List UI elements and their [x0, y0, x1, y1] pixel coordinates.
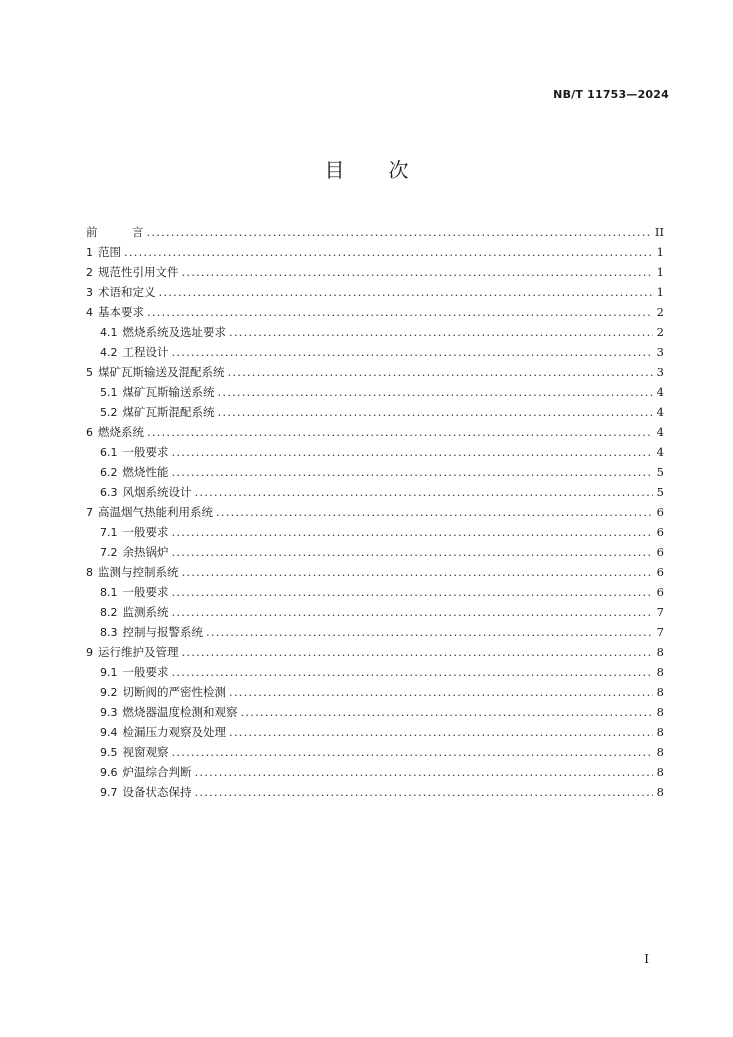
toc-entry-number: 5	[86, 366, 93, 379]
toc-entry-label	[86, 722, 226, 743]
toc-entry-text: 术语和定义	[98, 285, 156, 299]
toc-entry-number: 5.1	[100, 386, 118, 399]
toc-dot-leader	[172, 342, 654, 362]
toc-page-number: 8	[656, 785, 664, 799]
toc-dot-leader	[229, 682, 653, 702]
toc-page-number: 8	[656, 685, 664, 699]
page-title: 目次	[324, 158, 453, 182]
toc-entry-number: 6.3	[100, 486, 118, 499]
toc-page-number: 8	[656, 665, 664, 679]
toc-page-number: 5	[656, 465, 664, 479]
toc-dot-leader	[172, 542, 654, 562]
toc-entry-label	[86, 422, 144, 443]
toc-entry-label	[86, 222, 144, 242]
toc-page-number: 6	[656, 565, 664, 579]
toc-entry[interactable]	[86, 502, 664, 522]
toc-entry-number: 9.4	[100, 726, 118, 739]
toc-entry-label	[86, 782, 192, 803]
toc-entry-number: 6.2	[100, 466, 118, 479]
toc-dot-leader	[172, 582, 654, 602]
toc-entry[interactable]	[86, 242, 664, 262]
toc-entry-label	[86, 702, 238, 723]
toc-entry-text: 燃烧系统	[98, 425, 144, 439]
toc-entry[interactable]	[86, 642, 664, 662]
toc-page-number: II	[654, 225, 664, 239]
toc-entry-text: 监测系统	[122, 605, 169, 619]
toc-dot-leader	[241, 702, 654, 722]
toc-entry-text: 视窗观察	[122, 745, 169, 759]
toc-entry[interactable]	[86, 482, 664, 502]
toc-page-number: 4	[656, 425, 664, 439]
toc-entry-label	[86, 522, 169, 543]
toc-entry-label	[86, 302, 144, 323]
toc-entry-number: 9.1	[100, 666, 118, 679]
toc-page-number: 8	[656, 725, 664, 739]
toc-entry-number: 7.1	[100, 526, 118, 539]
toc-page-number: 4	[656, 405, 664, 419]
toc-entry[interactable]	[86, 582, 664, 602]
toc-entry-text: 风烟系统设计	[122, 485, 192, 499]
toc-entry-label	[86, 762, 192, 783]
toc-entry-number: 5.2	[100, 406, 118, 419]
toc-entry-number: 8.1	[100, 586, 118, 599]
toc-entry-number: 4	[86, 306, 93, 319]
toc-page-number: 6	[656, 585, 664, 599]
toc-dot-leader	[195, 782, 654, 802]
toc-entry-number: 6.1	[100, 446, 118, 459]
toc-entry-number: 4.2	[100, 346, 118, 359]
toc-entry-label	[86, 602, 169, 623]
toc-page-number: 8	[656, 645, 664, 659]
toc-entry[interactable]	[86, 382, 664, 402]
toc-entry-label	[86, 342, 169, 363]
toc-entry-number: 9.2	[100, 686, 118, 699]
toc-entry[interactable]	[86, 322, 664, 342]
toc-dot-leader	[172, 442, 654, 462]
toc-dot-leader	[229, 322, 653, 342]
toc-dot-leader	[229, 722, 653, 742]
toc-entry-number: 2	[86, 266, 93, 279]
toc-dot-leader	[182, 262, 654, 282]
toc-page-number: 1	[656, 245, 664, 259]
toc-entry-number: 4.1	[100, 326, 118, 339]
toc-entry-label	[86, 262, 179, 283]
toc-entry[interactable]	[86, 362, 664, 382]
toc-entry-label	[86, 282, 156, 303]
toc-entry-number: 8	[86, 566, 93, 579]
toc-page-number: 8	[656, 765, 664, 779]
toc-entry-number: 9.3	[100, 706, 118, 719]
toc-entry-text: 一般要求	[122, 665, 169, 679]
toc-entry[interactable]	[86, 622, 664, 642]
toc-entry-number: 7.2	[100, 546, 118, 559]
toc-entry-text: 一般要求	[122, 445, 169, 459]
toc-entry-text: 前 言	[86, 225, 144, 239]
toc-entry-number: 8.3	[100, 626, 118, 639]
toc-entry-text: 燃烧器温度检测和观察	[122, 705, 238, 719]
toc-entry-text: 检漏压力观察及处理	[122, 725, 226, 739]
toc-entry-text: 燃烧系统及选址要求	[122, 325, 226, 339]
toc-entry[interactable]	[86, 462, 664, 482]
toc-entry-label	[86, 462, 169, 483]
toc-entry[interactable]	[86, 682, 664, 702]
toc-entry[interactable]	[86, 542, 664, 562]
toc-entry-text: 运行维护及管理	[98, 645, 179, 659]
toc-entry[interactable]	[86, 662, 664, 682]
toc-page-number: 8	[656, 705, 664, 719]
toc-dot-leader	[228, 362, 654, 382]
toc-dot-leader	[182, 642, 654, 662]
toc-dot-leader	[182, 562, 654, 582]
toc-entry-number: 7	[86, 506, 93, 519]
toc-entry[interactable]	[86, 422, 664, 442]
toc-page-number: 3	[656, 345, 664, 359]
toc-entry-text: 一般要求	[122, 525, 169, 539]
toc-entry[interactable]	[86, 402, 664, 422]
toc-dot-leader	[124, 242, 653, 262]
toc-page-number: 5	[656, 485, 664, 499]
toc-dot-leader	[218, 382, 654, 402]
toc-dot-leader	[218, 402, 654, 422]
toc-entry-label	[86, 562, 179, 583]
toc-entry-number: 9.7	[100, 786, 118, 799]
toc-page-number: 3	[656, 365, 664, 379]
toc-entry-text: 设备状态保持	[122, 785, 192, 799]
toc-dot-leader	[172, 602, 654, 622]
toc-entry-number: 1	[86, 246, 93, 259]
toc-entry-label	[86, 382, 215, 403]
toc-entry-label	[86, 322, 226, 343]
toc-entry[interactable]	[86, 342, 664, 362]
toc-entry-text: 切断阀的严密性检测	[122, 685, 226, 699]
toc-entry-text: 燃烧性能	[122, 465, 169, 479]
toc-dot-leader	[147, 302, 653, 322]
toc-entry[interactable]	[86, 522, 664, 542]
toc-entry-text: 煤矿瓦斯输送系统	[122, 385, 215, 399]
toc-entry-label	[86, 742, 169, 763]
toc-page-number: 4	[656, 445, 664, 459]
toc-entry-label	[86, 542, 169, 563]
toc-entry[interactable]	[86, 742, 664, 762]
toc-entry-text: 煤矿瓦斯混配系统	[122, 405, 215, 419]
toc-entry-label	[86, 362, 225, 383]
toc-entry-text: 高温烟气热能利用系统	[98, 505, 213, 519]
toc-entry-text: 控制与报警系统	[122, 625, 203, 639]
toc-entry[interactable]	[86, 262, 664, 282]
toc-page-number: 6	[656, 545, 664, 559]
toc-page-number: 6	[656, 505, 664, 519]
toc-dot-leader	[195, 762, 654, 782]
toc-entry[interactable]	[86, 762, 664, 782]
toc-entry-text: 煤矿瓦斯输送及混配系统	[98, 365, 225, 379]
toc-dot-leader	[147, 222, 652, 242]
toc-dot-leader	[172, 742, 654, 762]
toc-page-number: 2	[656, 325, 664, 339]
toc-entry[interactable]	[86, 562, 664, 582]
toc-entry-text: 监测与控制系统	[98, 565, 179, 579]
toc-page-number: 1	[656, 265, 664, 279]
toc-page-number: 7	[656, 625, 664, 639]
toc-entry[interactable]	[86, 602, 664, 622]
toc-entry[interactable]	[86, 782, 664, 802]
toc-entry-label	[86, 662, 169, 683]
page-folio: I	[644, 952, 649, 966]
toc-dot-leader	[172, 662, 654, 682]
toc-entry-label	[86, 622, 203, 643]
toc-entry-text: 基本要求	[98, 305, 144, 319]
toc-entry[interactable]	[86, 302, 664, 322]
toc-entry-number: 6	[86, 426, 93, 439]
toc-entry-text: 工程设计	[122, 345, 169, 359]
table-of-contents	[86, 222, 664, 802]
toc-entry-number: 9.5	[100, 746, 118, 759]
toc-dot-leader	[147, 422, 653, 442]
toc-entry-label	[86, 502, 213, 523]
toc-dot-leader	[206, 622, 653, 642]
toc-dot-leader	[172, 522, 654, 542]
toc-page-number: 6	[656, 525, 664, 539]
toc-entry-text: 规范性引用文件	[98, 265, 179, 279]
toc-entry-text: 一般要求	[122, 585, 169, 599]
toc-page-number: 2	[656, 305, 664, 319]
toc-entry-number: 3	[86, 286, 93, 299]
toc-entry-number: 9	[86, 646, 93, 659]
toc-entry-text: 余热锅炉	[122, 545, 169, 559]
toc-entry-label	[86, 242, 121, 263]
toc-entry-label	[86, 582, 169, 603]
toc-entry-label	[86, 682, 226, 703]
toc-entry[interactable]	[86, 442, 664, 462]
toc-dot-leader	[195, 482, 654, 502]
toc-page-number: 4	[656, 385, 664, 399]
toc-entry-text: 炉温综合判断	[122, 765, 192, 779]
toc-entry-label	[86, 442, 169, 463]
toc-entry[interactable]	[86, 282, 664, 302]
toc-entry-label	[86, 402, 215, 423]
toc-page-number: 7	[656, 605, 664, 619]
toc-dot-leader	[172, 462, 654, 482]
toc-dot-leader	[159, 282, 654, 302]
toc-page-number: 1	[656, 285, 664, 299]
toc-entry-label	[86, 642, 179, 663]
toc-entry[interactable]	[86, 722, 664, 742]
toc-entry-text: 范围	[98, 245, 121, 259]
standard-number: NB/T 11753—2024	[553, 88, 669, 101]
toc-entry-number: 9.6	[100, 766, 118, 779]
toc-page-number: 8	[656, 745, 664, 759]
toc-entry[interactable]	[86, 222, 664, 242]
toc-entry[interactable]	[86, 702, 664, 722]
toc-entry-label	[86, 482, 192, 503]
toc-dot-leader	[216, 502, 653, 522]
toc-entry-number: 8.2	[100, 606, 118, 619]
